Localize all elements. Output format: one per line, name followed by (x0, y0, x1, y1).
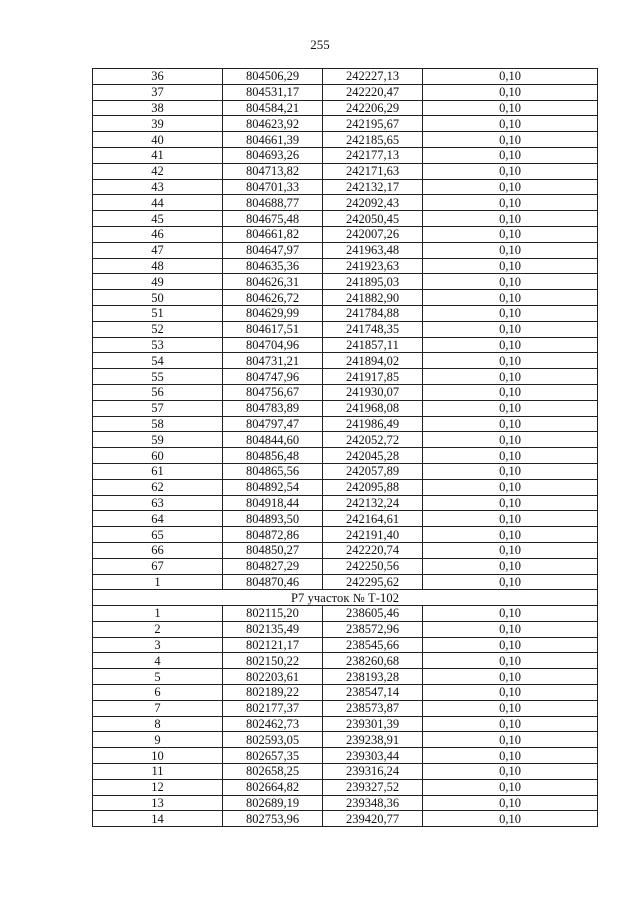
point-number-cell: 67 (93, 558, 223, 574)
section-title-row (93, 590, 598, 606)
point-number-cell: 44 (93, 195, 223, 211)
y-coordinate-cell: 241923,63 (323, 258, 423, 274)
x-coordinate-cell: 802203,61 (223, 669, 323, 685)
table-row (93, 84, 598, 100)
point-number-cell: 50 (93, 290, 223, 306)
x-coordinate-cell: 804693,26 (223, 147, 323, 163)
point-number-cell: 5 (93, 669, 223, 685)
point-number-cell: 1 (93, 574, 223, 590)
point-number-cell: 38 (93, 100, 223, 116)
accuracy-cell: 0,10 (423, 400, 598, 416)
y-coordinate-cell: 239316,24 (323, 764, 423, 780)
x-coordinate-cell: 804747,96 (223, 369, 323, 385)
table-row (93, 669, 598, 685)
y-coordinate-cell: 241784,88 (323, 305, 423, 321)
x-coordinate-cell: 804783,89 (223, 400, 323, 416)
y-coordinate-cell: 242045,28 (323, 448, 423, 464)
accuracy-cell: 0,10 (423, 811, 598, 827)
coordinates-table (92, 68, 598, 827)
y-coordinate-cell: 241882,90 (323, 290, 423, 306)
table-row (93, 353, 598, 369)
accuracy-cell: 0,10 (423, 448, 598, 464)
x-coordinate-cell: 804918,44 (223, 495, 323, 511)
accuracy-cell: 0,10 (423, 195, 598, 211)
x-coordinate-cell: 804647,97 (223, 242, 323, 258)
y-coordinate-cell: 242195,67 (323, 116, 423, 132)
point-number-cell: 48 (93, 258, 223, 274)
y-coordinate-cell: 241748,35 (323, 321, 423, 337)
table-row (93, 716, 598, 732)
y-coordinate-cell: 242052,72 (323, 432, 423, 448)
x-coordinate-cell: 802689,19 (223, 795, 323, 811)
point-number-cell: 10 (93, 748, 223, 764)
table-row (93, 748, 598, 764)
table-section-b (93, 606, 598, 827)
point-number-cell: 49 (93, 274, 223, 290)
x-coordinate-cell: 802657,35 (223, 748, 323, 764)
accuracy-cell: 0,10 (423, 700, 598, 716)
accuracy-cell: 0,10 (423, 748, 598, 764)
accuracy-cell: 0,10 (423, 716, 598, 732)
point-number-cell: 55 (93, 369, 223, 385)
accuracy-cell: 0,10 (423, 416, 598, 432)
x-coordinate-cell: 804850,27 (223, 542, 323, 558)
y-coordinate-cell: 238545,66 (323, 637, 423, 653)
x-coordinate-cell: 804870,46 (223, 574, 323, 590)
table-row (93, 479, 598, 495)
table-row (93, 305, 598, 321)
y-coordinate-cell: 241968,08 (323, 400, 423, 416)
x-coordinate-cell: 802189,22 (223, 685, 323, 701)
y-coordinate-cell: 242132,24 (323, 495, 423, 511)
point-number-cell: 7 (93, 700, 223, 716)
x-coordinate-cell: 804892,54 (223, 479, 323, 495)
x-coordinate-cell: 804872,86 (223, 527, 323, 543)
accuracy-cell: 0,10 (423, 558, 598, 574)
accuracy-cell: 0,10 (423, 242, 598, 258)
table-row (93, 242, 598, 258)
point-number-cell: 1 (93, 606, 223, 622)
table-row (93, 574, 598, 590)
page-number: 255 (310, 37, 330, 52)
point-number-cell: 53 (93, 337, 223, 353)
y-coordinate-cell: 238547,14 (323, 685, 423, 701)
point-number-cell: 46 (93, 226, 223, 242)
x-coordinate-cell: 804506,29 (223, 69, 323, 85)
table-row (93, 432, 598, 448)
y-coordinate-cell: 242050,45 (323, 211, 423, 227)
accuracy-cell: 0,10 (423, 132, 598, 148)
x-coordinate-cell: 804856,48 (223, 448, 323, 464)
table-row (93, 527, 598, 543)
table-row (93, 226, 598, 242)
point-number-cell: 40 (93, 132, 223, 148)
y-coordinate-cell: 239348,36 (323, 795, 423, 811)
table-row (93, 653, 598, 669)
point-number-cell: 61 (93, 463, 223, 479)
accuracy-cell: 0,10 (423, 779, 598, 795)
accuracy-cell: 0,10 (423, 69, 598, 85)
table-row (93, 606, 598, 622)
table-row (93, 290, 598, 306)
y-coordinate-cell: 238260,68 (323, 653, 423, 669)
x-coordinate-cell: 804713,82 (223, 163, 323, 179)
x-coordinate-cell: 804629,99 (223, 305, 323, 321)
accuracy-cell: 0,10 (423, 764, 598, 780)
accuracy-cell: 0,10 (423, 495, 598, 511)
table-row (93, 258, 598, 274)
x-coordinate-cell: 802462,73 (223, 716, 323, 732)
x-coordinate-cell: 804531,17 (223, 84, 323, 100)
y-coordinate-cell: 242007,26 (323, 226, 423, 242)
x-coordinate-cell: 804756,67 (223, 384, 323, 400)
table-row (93, 463, 598, 479)
accuracy-cell: 0,10 (423, 432, 598, 448)
table-row (93, 495, 598, 511)
table-row (93, 416, 598, 432)
table-row (93, 147, 598, 163)
table-row (93, 400, 598, 416)
section-title: Р7 участок № Т-102 (93, 590, 598, 606)
y-coordinate-cell: 242092,43 (323, 195, 423, 211)
table-row (93, 811, 598, 827)
accuracy-cell: 0,10 (423, 258, 598, 274)
accuracy-cell: 0,10 (423, 795, 598, 811)
accuracy-cell: 0,10 (423, 274, 598, 290)
point-number-cell: 60 (93, 448, 223, 464)
y-coordinate-cell: 239301,39 (323, 716, 423, 732)
x-coordinate-cell: 804626,72 (223, 290, 323, 306)
y-coordinate-cell: 239238,91 (323, 732, 423, 748)
x-coordinate-cell: 804865,56 (223, 463, 323, 479)
x-coordinate-cell: 802664,82 (223, 779, 323, 795)
y-coordinate-cell: 241894,02 (323, 353, 423, 369)
accuracy-cell: 0,10 (423, 353, 598, 369)
table-row (93, 558, 598, 574)
point-number-cell: 66 (93, 542, 223, 558)
table-section-a (93, 69, 598, 590)
table-row (93, 100, 598, 116)
x-coordinate-cell: 804827,29 (223, 558, 323, 574)
accuracy-cell: 0,10 (423, 290, 598, 306)
point-number-cell: 36 (93, 69, 223, 85)
table-row (93, 163, 598, 179)
table-row (93, 732, 598, 748)
y-coordinate-cell: 242057,89 (323, 463, 423, 479)
y-coordinate-cell: 238605,46 (323, 606, 423, 622)
y-coordinate-cell: 242095,88 (323, 479, 423, 495)
accuracy-cell: 0,10 (423, 163, 598, 179)
table-row (93, 795, 598, 811)
x-coordinate-cell: 802593,05 (223, 732, 323, 748)
accuracy-cell: 0,10 (423, 337, 598, 353)
x-coordinate-cell: 802150,22 (223, 653, 323, 669)
point-number-cell: 65 (93, 527, 223, 543)
point-number-cell: 47 (93, 242, 223, 258)
x-coordinate-cell: 804623,92 (223, 116, 323, 132)
point-number-cell: 37 (93, 84, 223, 100)
point-number-cell: 8 (93, 716, 223, 732)
accuracy-cell: 0,10 (423, 732, 598, 748)
point-number-cell: 42 (93, 163, 223, 179)
point-number-cell: 14 (93, 811, 223, 827)
x-coordinate-cell: 802115,20 (223, 606, 323, 622)
accuracy-cell: 0,10 (423, 100, 598, 116)
table-row (93, 195, 598, 211)
y-coordinate-cell: 241930,07 (323, 384, 423, 400)
point-number-cell: 64 (93, 511, 223, 527)
point-number-cell: 41 (93, 147, 223, 163)
accuracy-cell: 0,10 (423, 226, 598, 242)
y-coordinate-cell: 242227,13 (323, 69, 423, 85)
y-coordinate-cell: 241986,49 (323, 416, 423, 432)
table-row (93, 274, 598, 290)
accuracy-cell: 0,10 (423, 621, 598, 637)
point-number-cell: 58 (93, 416, 223, 432)
x-coordinate-cell: 804688,77 (223, 195, 323, 211)
y-coordinate-cell: 241895,03 (323, 274, 423, 290)
y-coordinate-cell: 242295,62 (323, 574, 423, 590)
table-row (93, 448, 598, 464)
accuracy-cell: 0,10 (423, 574, 598, 590)
y-coordinate-cell: 242191,40 (323, 527, 423, 543)
x-coordinate-cell: 802658,25 (223, 764, 323, 780)
table-row (93, 685, 598, 701)
x-coordinate-cell: 802753,96 (223, 811, 323, 827)
point-number-cell: 45 (93, 211, 223, 227)
table-row (93, 637, 598, 653)
accuracy-cell: 0,10 (423, 384, 598, 400)
y-coordinate-cell: 242132,17 (323, 179, 423, 195)
x-coordinate-cell: 804626,31 (223, 274, 323, 290)
table-row (93, 542, 598, 558)
table-row (93, 337, 598, 353)
table-row (93, 369, 598, 385)
y-coordinate-cell: 241917,85 (323, 369, 423, 385)
accuracy-cell: 0,10 (423, 116, 598, 132)
table-row (93, 621, 598, 637)
accuracy-cell: 0,10 (423, 542, 598, 558)
accuracy-cell: 0,10 (423, 685, 598, 701)
point-number-cell: 52 (93, 321, 223, 337)
point-number-cell: 56 (93, 384, 223, 400)
accuracy-cell: 0,10 (423, 84, 598, 100)
table-row (93, 700, 598, 716)
point-number-cell: 4 (93, 653, 223, 669)
accuracy-cell: 0,10 (423, 511, 598, 527)
table-row (93, 69, 598, 85)
x-coordinate-cell: 804617,51 (223, 321, 323, 337)
x-coordinate-cell: 804701,33 (223, 179, 323, 195)
point-number-cell: 9 (93, 732, 223, 748)
y-coordinate-cell: 242171,63 (323, 163, 423, 179)
point-number-cell: 51 (93, 305, 223, 321)
x-coordinate-cell: 802135,49 (223, 621, 323, 637)
y-coordinate-cell: 238193,28 (323, 669, 423, 685)
table-row (93, 179, 598, 195)
x-coordinate-cell: 804797,47 (223, 416, 323, 432)
accuracy-cell: 0,10 (423, 653, 598, 669)
accuracy-cell: 0,10 (423, 527, 598, 543)
accuracy-cell: 0,10 (423, 606, 598, 622)
y-coordinate-cell: 242185,65 (323, 132, 423, 148)
table-row (93, 116, 598, 132)
y-coordinate-cell: 241963,48 (323, 242, 423, 258)
table-row (93, 779, 598, 795)
y-coordinate-cell: 242177,13 (323, 147, 423, 163)
x-coordinate-cell: 802121,17 (223, 637, 323, 653)
y-coordinate-cell: 242250,56 (323, 558, 423, 574)
y-coordinate-cell: 242220,47 (323, 84, 423, 100)
table-row (93, 132, 598, 148)
point-number-cell: 39 (93, 116, 223, 132)
point-number-cell: 2 (93, 621, 223, 637)
y-coordinate-cell: 238572,96 (323, 621, 423, 637)
y-coordinate-cell: 238573,87 (323, 700, 423, 716)
accuracy-cell: 0,10 (423, 669, 598, 685)
point-number-cell: 11 (93, 764, 223, 780)
accuracy-cell: 0,10 (423, 179, 598, 195)
table-row (93, 764, 598, 780)
table-row (93, 511, 598, 527)
table-row (93, 211, 598, 227)
accuracy-cell: 0,10 (423, 305, 598, 321)
accuracy-cell: 0,10 (423, 211, 598, 227)
y-coordinate-cell: 239327,52 (323, 779, 423, 795)
point-number-cell: 59 (93, 432, 223, 448)
x-coordinate-cell: 804661,39 (223, 132, 323, 148)
point-number-cell: 57 (93, 400, 223, 416)
x-coordinate-cell: 804893,50 (223, 511, 323, 527)
x-coordinate-cell: 804675,48 (223, 211, 323, 227)
y-coordinate-cell: 242220,74 (323, 542, 423, 558)
x-coordinate-cell: 802177,37 (223, 700, 323, 716)
y-coordinate-cell: 242206,29 (323, 100, 423, 116)
x-coordinate-cell: 804584,21 (223, 100, 323, 116)
accuracy-cell: 0,10 (423, 479, 598, 495)
accuracy-cell: 0,10 (423, 369, 598, 385)
x-coordinate-cell: 804731,21 (223, 353, 323, 369)
table-section-header (93, 590, 598, 606)
x-coordinate-cell: 804704,96 (223, 337, 323, 353)
y-coordinate-cell: 241857,11 (323, 337, 423, 353)
point-number-cell: 12 (93, 779, 223, 795)
point-number-cell: 13 (93, 795, 223, 811)
accuracy-cell: 0,10 (423, 321, 598, 337)
accuracy-cell: 0,10 (423, 637, 598, 653)
point-number-cell: 62 (93, 479, 223, 495)
point-number-cell: 3 (93, 637, 223, 653)
x-coordinate-cell: 804635,36 (223, 258, 323, 274)
point-number-cell: 43 (93, 179, 223, 195)
point-number-cell: 6 (93, 685, 223, 701)
point-number-cell: 54 (93, 353, 223, 369)
table-row (93, 384, 598, 400)
accuracy-cell: 0,10 (423, 147, 598, 163)
accuracy-cell: 0,10 (423, 463, 598, 479)
table-row (93, 321, 598, 337)
x-coordinate-cell: 804844,60 (223, 432, 323, 448)
y-coordinate-cell: 242164,61 (323, 511, 423, 527)
y-coordinate-cell: 239303,44 (323, 748, 423, 764)
point-number-cell: 63 (93, 495, 223, 511)
x-coordinate-cell: 804661,82 (223, 226, 323, 242)
y-coordinate-cell: 239420,77 (323, 811, 423, 827)
